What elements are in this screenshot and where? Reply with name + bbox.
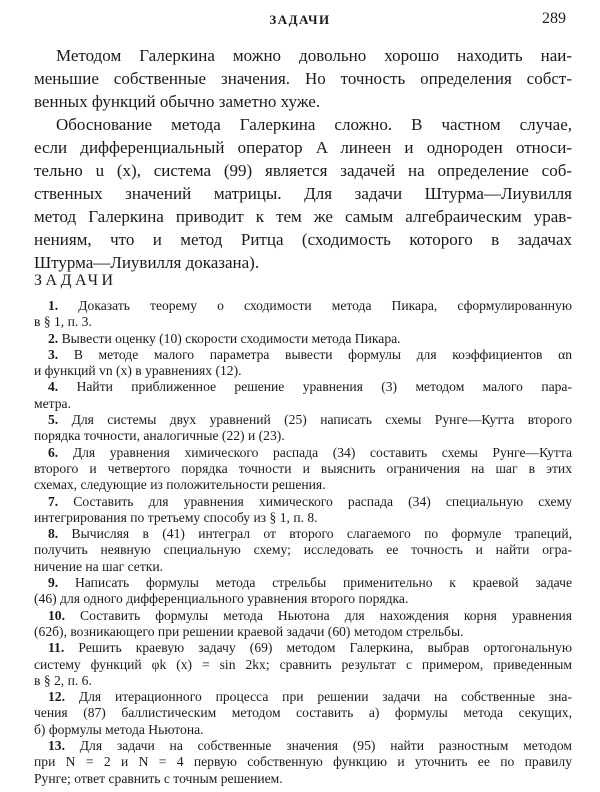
problem-line: и функций vn (x) в уравнениях (12). (34, 363, 242, 379)
problem-line: (62б), возникающего при решении краевой задачи (60) методом стрельбы. (34, 623, 464, 639)
problem-item (34, 608, 572, 641)
problem-item (34, 347, 572, 380)
problem-number: 6. (48, 444, 59, 460)
problem-number: 12. (48, 689, 65, 705)
problem-item (34, 412, 572, 445)
problem-number: 7. (48, 493, 59, 509)
problem-line: в § 2, п. 6. (34, 672, 92, 688)
problem-line: б) формулы метода Ньютона. (34, 721, 204, 737)
problem-number: 4. (48, 379, 59, 395)
problem-item (34, 640, 572, 689)
problem-text: Для задачи на собственные значения (95) найти разностным методом (79, 738, 572, 754)
text-line: меньшие собственные значения. Но точность определения собст- (34, 69, 572, 88)
problem-text: Для уравнения химического распада (34) составить схемы Рунге—Кутта (72, 444, 573, 460)
text-line: Штурма—Лиувилля доказана). (34, 253, 260, 272)
problem-line (34, 331, 572, 347)
problem-list (34, 298, 572, 787)
text-line: метод Галеркина приводит к тем же самым алгебраическим урав- (34, 207, 572, 226)
text-line: Методом Галеркина можно довольно хорошо находить наи- (56, 46, 572, 65)
problem-line: порядка точности, аналогичные (22) и (23). (34, 428, 285, 444)
text-line: венных функций обычно заметно хуже. (34, 92, 321, 111)
problem-number: 2. (48, 330, 59, 346)
problem-text: Вывести оценку (10) скорости сходимости метода Пикара. (61, 330, 401, 346)
problem-line (34, 347, 572, 363)
problem-item (34, 494, 572, 527)
section-heading: ЗАДАЧИ (34, 272, 117, 289)
problem-number: 11. (48, 640, 65, 656)
problem-line (34, 689, 572, 705)
problem-number: 1. (48, 298, 59, 313)
problem-number: 8. (48, 526, 59, 542)
problem-line: при N = 2 и N = 4 первую собственную функцию и уточнить ее по правилу (34, 754, 572, 770)
problem-line (34, 575, 572, 591)
problem-item (34, 298, 572, 331)
problem-text: Составить формулы метода Ньютона для нахождения корня уравнения (80, 607, 573, 623)
problem-line (34, 412, 572, 428)
problem-line: ничение на шаг сетки. (34, 558, 164, 574)
text-line: тельно u (x), система (99) является задачей на определение соб- (34, 161, 572, 180)
problem-line: второго и четвертого порядка точности и выяснить ограничения на шаг в этих (34, 460, 572, 476)
problem-line (34, 494, 572, 510)
problem-text: Для итерационного процесса при решении задачи на собственные зна- (78, 689, 572, 705)
problem-number: 10. (48, 607, 65, 623)
problem-text: Решить краевую задачу (69) методом Галеркина, выбрав ортогональную (78, 640, 572, 656)
problem-number: 13. (48, 738, 65, 754)
problem-line (34, 608, 572, 624)
problem-item (34, 738, 572, 787)
problem-line: систему функций φk (x) = sin 2kx; сравнить результат с примером, приведенным (34, 656, 572, 672)
intro-paragraphs (34, 44, 572, 274)
problem-text: В методе малого параметра вывести формулы для коэффициентов αn (73, 346, 572, 362)
problem-number: 9. (48, 575, 59, 591)
text-line: если дифференциальный оператор A линеен и однороден относи- (34, 138, 572, 157)
problem-line (34, 298, 572, 314)
problem-line: в § 1, п. 3. (34, 314, 92, 330)
problem-item (34, 379, 572, 412)
problem-item (34, 445, 572, 494)
problem-text: Найти приближенное решение уравнения (3) методом малого пара- (76, 379, 572, 395)
problem-line (34, 526, 572, 542)
problem-line (34, 738, 572, 754)
text-line: ственных значений матрицы. Для задачи Штурма—Лиувилля (34, 184, 572, 203)
problem-line: Рунге; ответ сравнить с точным решением. (34, 770, 283, 786)
problem-line (34, 379, 572, 395)
problem-text: Доказать теорему о сходимости метода Пикара, сформулированную (78, 298, 572, 313)
problem-line: схемах, следующие из положительности решения. (34, 477, 326, 493)
problem-text: Составить для уравнения химического распада (34) специальную схему (73, 493, 572, 509)
problem-line (34, 640, 572, 656)
problem-text: Написать формулы метода стрельбы применительно к краевой задаче (74, 575, 572, 591)
problem-item (34, 526, 572, 575)
problem-line: чения (87) баллистическим методом составить а) формулы метода секущих, (34, 705, 572, 721)
problem-number: 5. (48, 412, 59, 428)
text-line: Обоснование метода Галеркина сложно. В частном случае, (56, 115, 572, 134)
problem-line: (46) для одного дифференциального уравнения второго порядка. (34, 591, 409, 607)
problem-text: Вычисляя в (41) интеграл от второго слагаемого по формуле трапеций, (71, 526, 573, 542)
paragraph-galerkin-eigenvalues (34, 44, 572, 113)
problem-item (34, 331, 572, 347)
text-line: нениям, что и метод Ритца (сходимость которого в задачах (34, 230, 572, 249)
problem-text: Для системы двух уравнений (25) написать схемы Рунге—Кутта второго (71, 412, 572, 428)
problem-number: 3. (48, 346, 59, 362)
running-head-title: ЗАДАЧИ (269, 12, 331, 27)
problem-line: метра. (34, 395, 71, 411)
problem-item (34, 689, 572, 738)
problem-line (34, 445, 572, 461)
page-number: 289 (542, 10, 566, 27)
problem-item (34, 575, 572, 608)
problem-line: интегрирования по третьему способу из § 1, п. 8. (34, 509, 318, 525)
paragraph-galerkin-justification (34, 113, 572, 274)
problem-line: получить неявную специальную схему; исследовать ее точность и найти огра- (34, 542, 572, 558)
running-head (34, 10, 566, 32)
